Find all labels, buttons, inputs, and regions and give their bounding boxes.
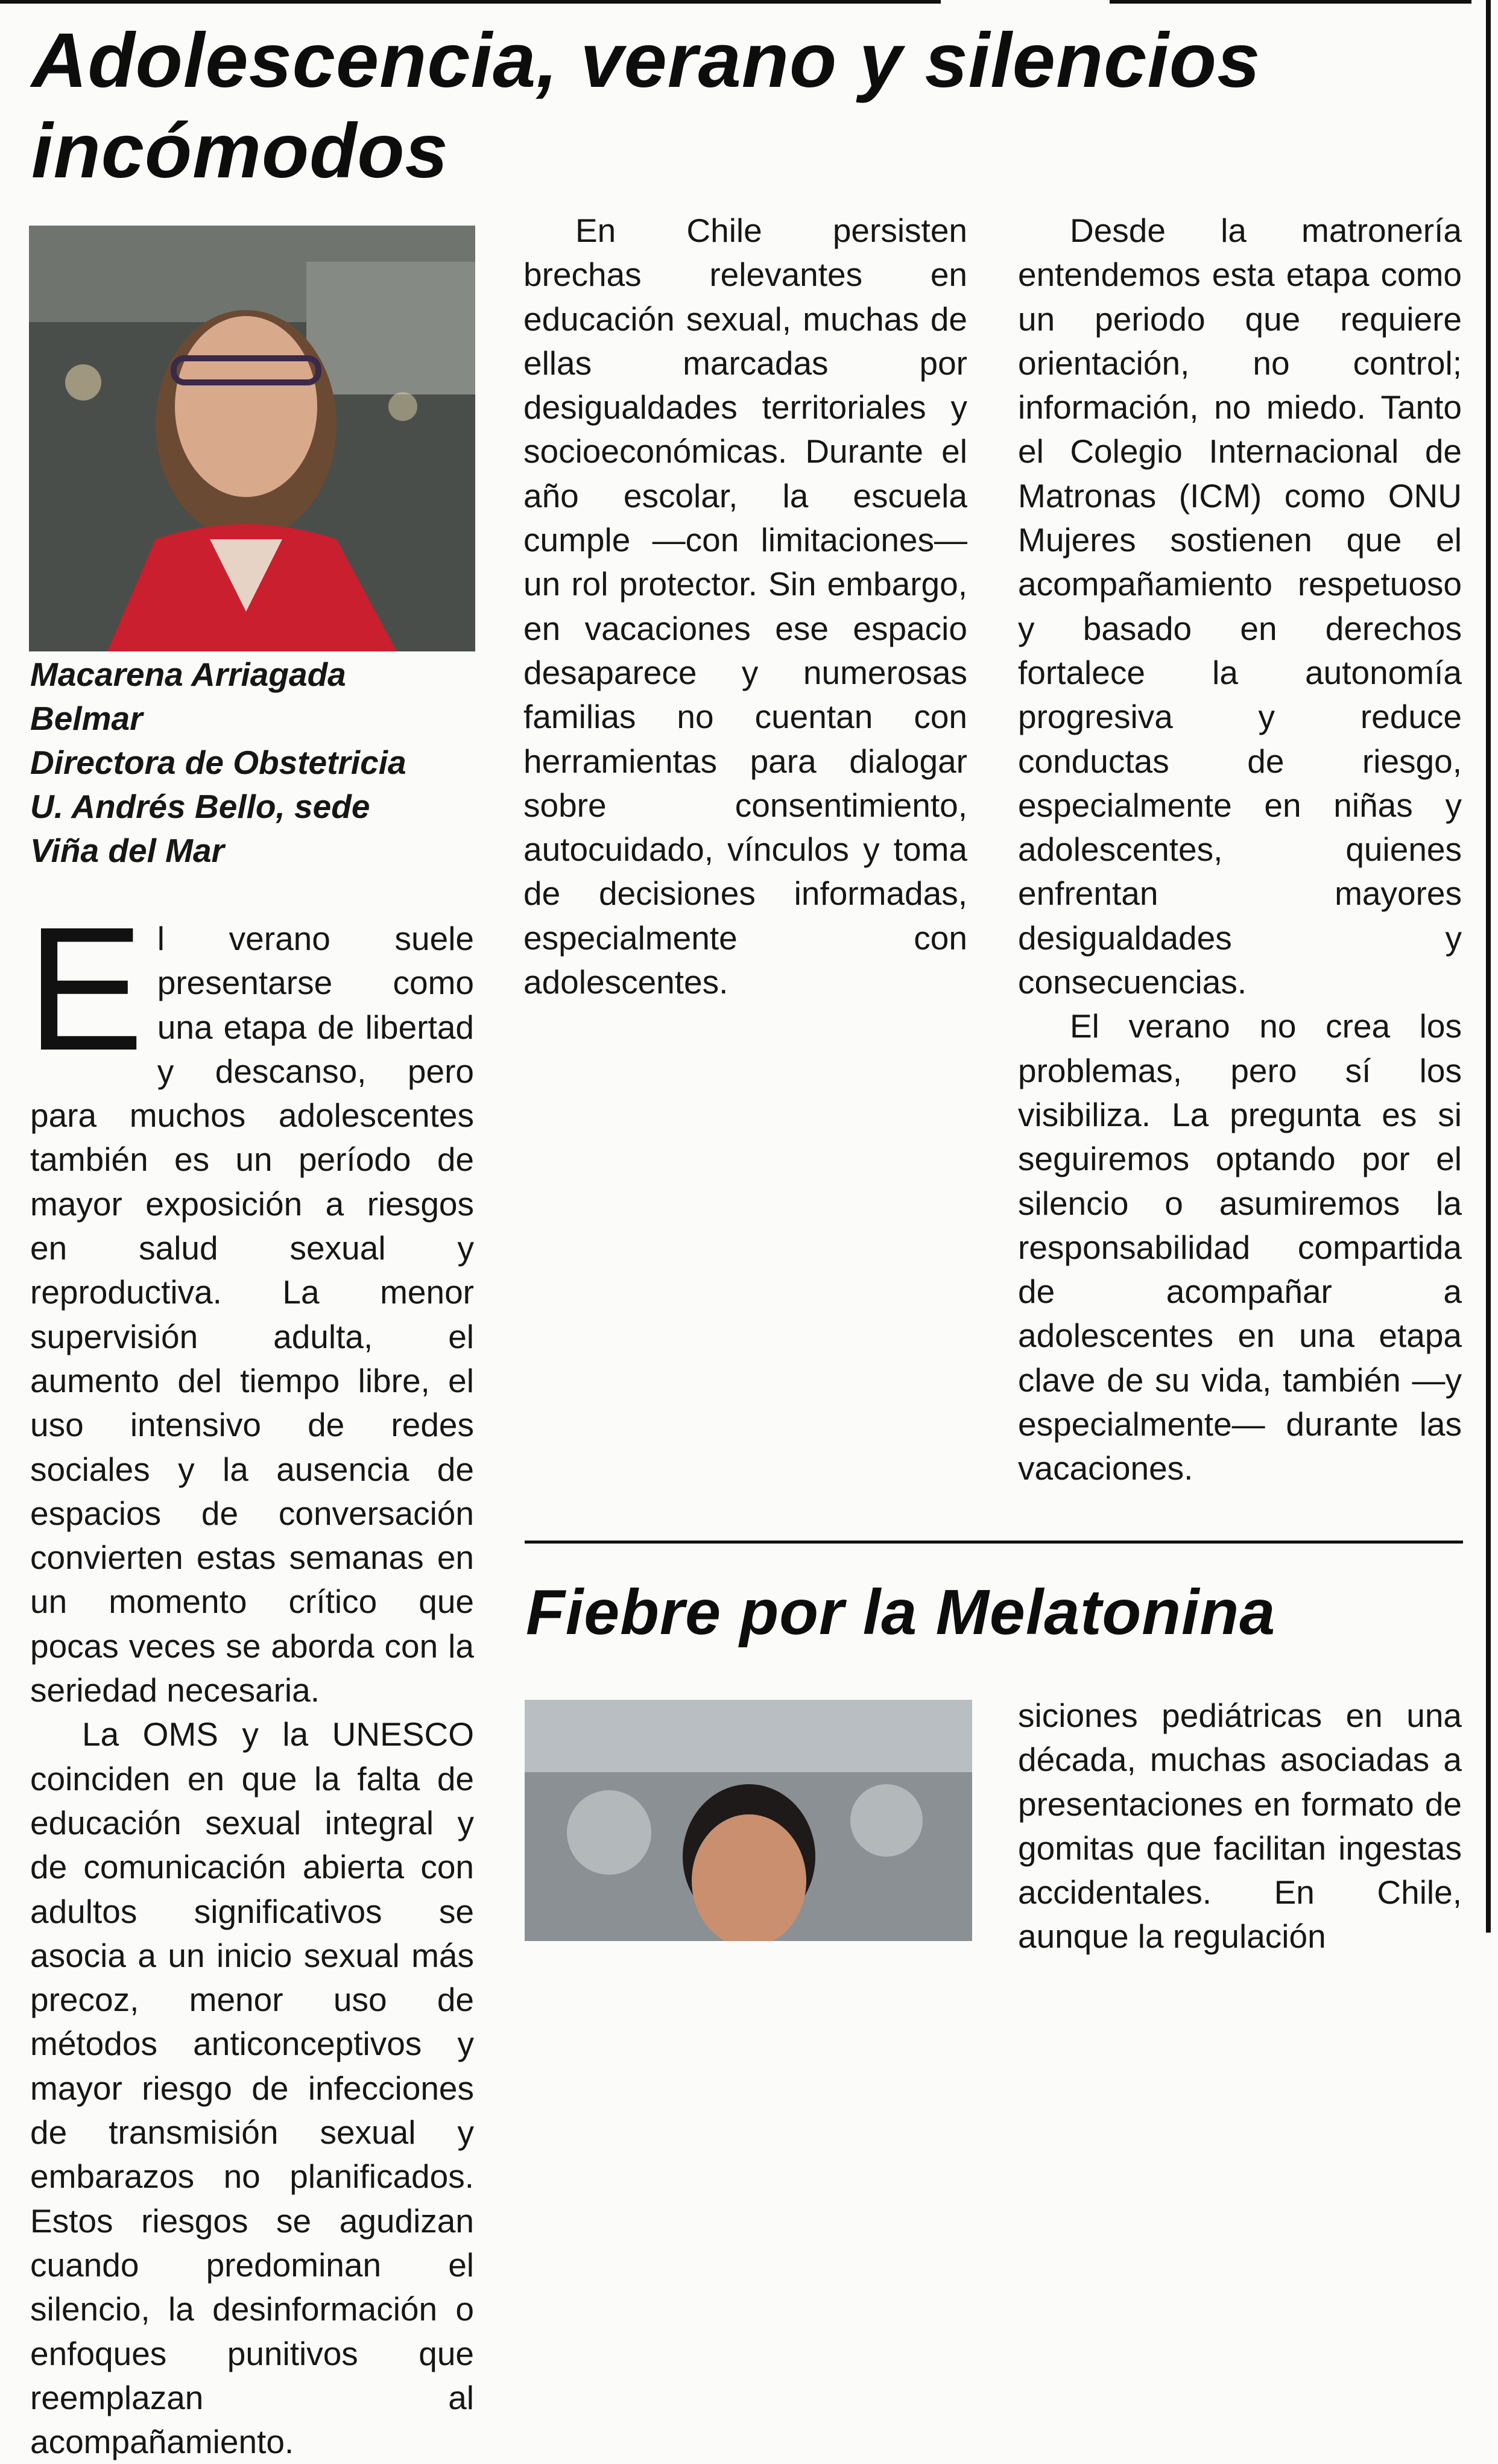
author-photo: [29, 226, 475, 651]
section-divider: [525, 1541, 1463, 1544]
article2-column: [1018, 1694, 1462, 1959]
column-3: [1018, 209, 1462, 1491]
article2-paragraph-1: siciones pediátricas en una década, muchas asociadas a presentaciones en formato de gomitas que facilitan ingestas accidentales. En Chile, aunque la regulación: [1018, 1697, 1462, 1956]
paragraph-5: El verano no crea los problemas, pero sí los visibiliza. La pregunta es si seguiremos optando por el silencio o asumiremos la responsabilidad compartida de acompañar a adolescentes en una etapa clave de su vida, también —y especialmente— durante las vacaciones.: [1018, 1007, 1462, 1487]
paragraph-3: En Chile persisten brechas relevantes en educación sexual, muchas de ellas marcadas por desigualdades territoriales y socioeconómicas. Durante el año escolar, la escuela cumple —con limitaciones— un rol protector. Sin embargo, en vacaciones ese espacio desaparece y numerosas familias no cuentan con herramientas para dialogar sobre consentimiento, autocuidado, vínculos y toma de decisiones informadas, especialmente con adolescentes.: [523, 212, 967, 1001]
column-1: [27, 890, 474, 2464]
author-name-line1: Macarena Arriagada: [30, 656, 346, 693]
author-portrait-illustration: [29, 226, 475, 651]
article2-portrait-illustration: [525, 1700, 972, 1941]
paragraph-2: La OMS y la UNESCO coinciden en que la falta de educación sexual integral y de comunicación abierta con adultos significativos se asocia a un inicio sexual más precoz, menor uso de métodos anticonceptivos y mayor riesgo de infecciones de transmisión sexual y embarazos no planificados. Estos riesgos se agudizan cuando predominan el silencio, la desinformación o enfoques punitivos que reemplazan al acompañamiento.: [30, 1715, 474, 2461]
top-rule-right: [1110, 0, 1471, 4]
article2-title: Fiebre por la Melatonina: [526, 1577, 1276, 1648]
author-role-line3: Viña del Mar: [30, 832, 224, 869]
column-2: [523, 209, 967, 1004]
paragraph-1: [27, 890, 474, 1712]
author-caption: [30, 653, 488, 873]
author-role-line1: Directora de Obstetricia: [30, 744, 406, 781]
right-border: [1486, 0, 1491, 1933]
drop-cap: E: [27, 890, 144, 1087]
paragraph-4: Desde la matronería entendemos esta etapa como un periodo que requiere orientación, no control; información, no miedo. Tanto el Colegio Internacional de Matronas (ICM) como ONU Mujeres sostienen que el acompañamiento respetuoso y basado en derechos fortalece la autonomía progresiva y reduce conductas de riesgo, especialmente en niñas y adolescentes, quienes enfrentan mayores desigualdades y consecuencias.: [1018, 212, 1462, 1001]
author-name-line2: Belmar: [30, 700, 143, 737]
author-role-line2: U. Andrés Bello, sede: [30, 788, 370, 825]
top-rule: [0, 0, 941, 4]
article-title: Adolescencia, verano y silencios incómodos: [31, 17, 1261, 194]
article2-photo: [525, 1700, 972, 1941]
paragraph-1-text: l verano suele presentarse como una etapa de libertad y descanso, pero para muchos adolescentes también es un período de mayor exposición a riesgos en salud sexual y reproductiva. La menor supervisión adulta, el aumento del tiempo libre, el uso intensivo de redes sociales y la ausencia de espacios de conversación convierten estas semanas en un momento crítico que pocas veces se aborda con la seriedad necesaria.: [30, 920, 474, 1709]
